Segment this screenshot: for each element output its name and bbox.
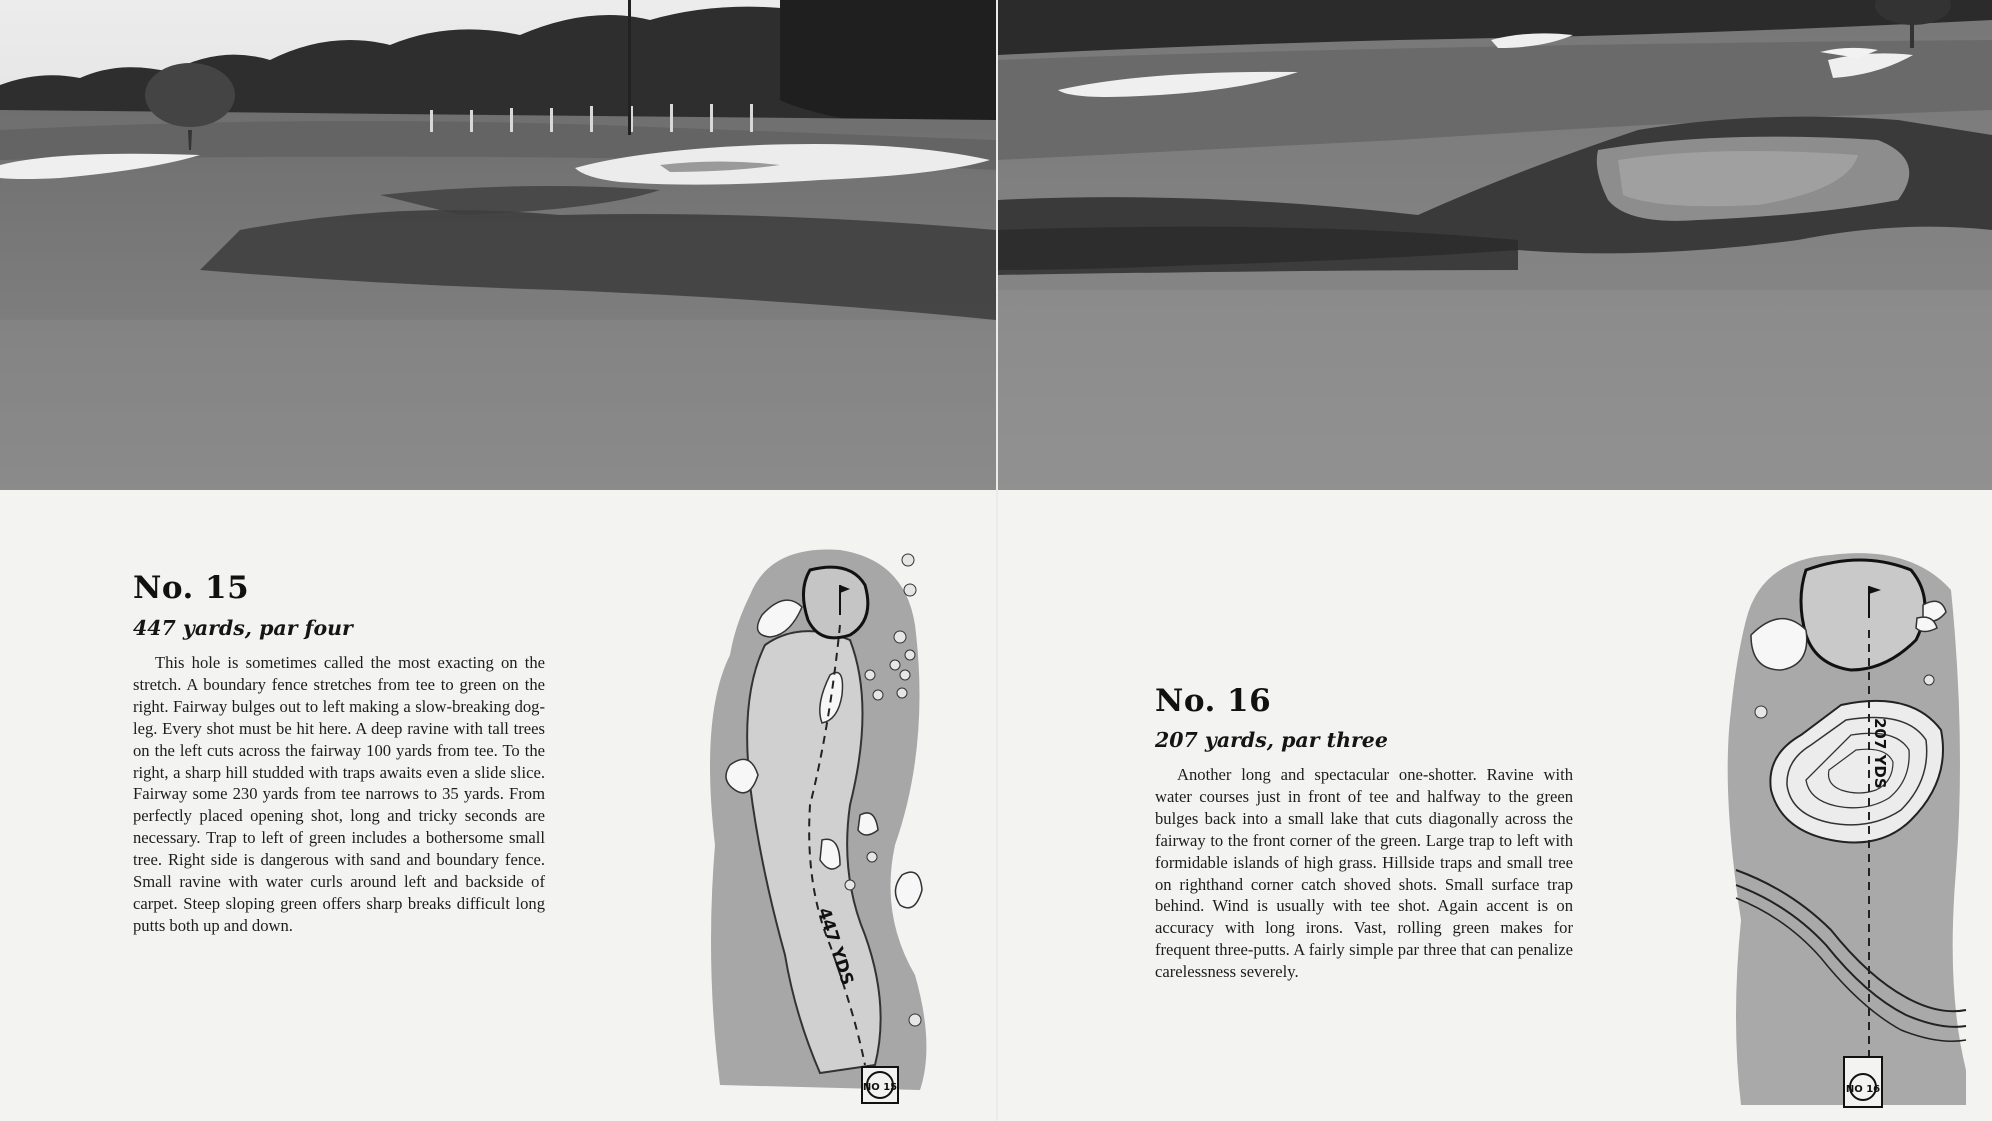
hole-15-description-text: This hole is sometimes called the most exacting on the stretch. A boundary fence stretches from tee to green on the right. Fairway bulges out to left making a slow-breaking dog-leg. Every shot must be hit here. A deep ravine with tall trees on the left cuts across the fairway 100 yards from tee. To the right, a sharp hill studded with traps awaits even a slide slice. Fairway some 230 yards from tee narrows to 35 yards. From perfectly placed opening shot, long and tricky seconds are necessary. Trap to left of green includes a bothersome small tree. Right side is dangerous with sand and boundary fence. Small ravine with water curls around left and backside of carpet. Steep sloping green offers sharp breaks difficult long putts both up and down. bbox=[133, 653, 545, 935]
hole-15-title: No. 15 bbox=[133, 570, 250, 606]
hole-16-tee-marker: NO 16 bbox=[1845, 1084, 1881, 1095]
hole-16-description-text: Another long and spectacular one-shotter. Ravine with water courses just in front of tee and halfway to the green bulges back into a small lake that cuts diagonally across the fairway to the front corner of the green. Large trap to left with formidable islands of high grass. Hillside traps and small tree on righthand corner catch shoved shots. Small surface trap behind. Wind is usually with tee shot. Again accent is on accuracy with long irons. Vast, rolling green makes for frequent three-putts. A fairly simple par three that can penalize carelessness severely. bbox=[1155, 765, 1573, 982]
hole-15-description bbox=[133, 652, 545, 937]
hole-15-photo bbox=[0, 0, 996, 490]
hole-16-title: No. 16 bbox=[1155, 683, 1272, 719]
hole-15-distance-label: 447 YDS bbox=[813, 905, 858, 988]
hole-16-subtitle: 207 yards, par three bbox=[1155, 728, 1388, 752]
hole-16-photo bbox=[998, 0, 1992, 490]
hole-15-subtitle: 447 yards, par four bbox=[133, 616, 353, 640]
hole-15-green bbox=[803, 567, 867, 638]
hole-16-distance-label: 207 YDS bbox=[1871, 718, 1889, 789]
hole-15-map bbox=[690, 545, 940, 1115]
hole-15-tee-marker: NO 15 bbox=[862, 1082, 898, 1093]
page-hole-16 bbox=[998, 0, 1992, 1121]
hole-15-bunker bbox=[895, 872, 922, 908]
hole-16-map bbox=[1711, 540, 1971, 1115]
hole-16-description bbox=[1155, 764, 1573, 983]
